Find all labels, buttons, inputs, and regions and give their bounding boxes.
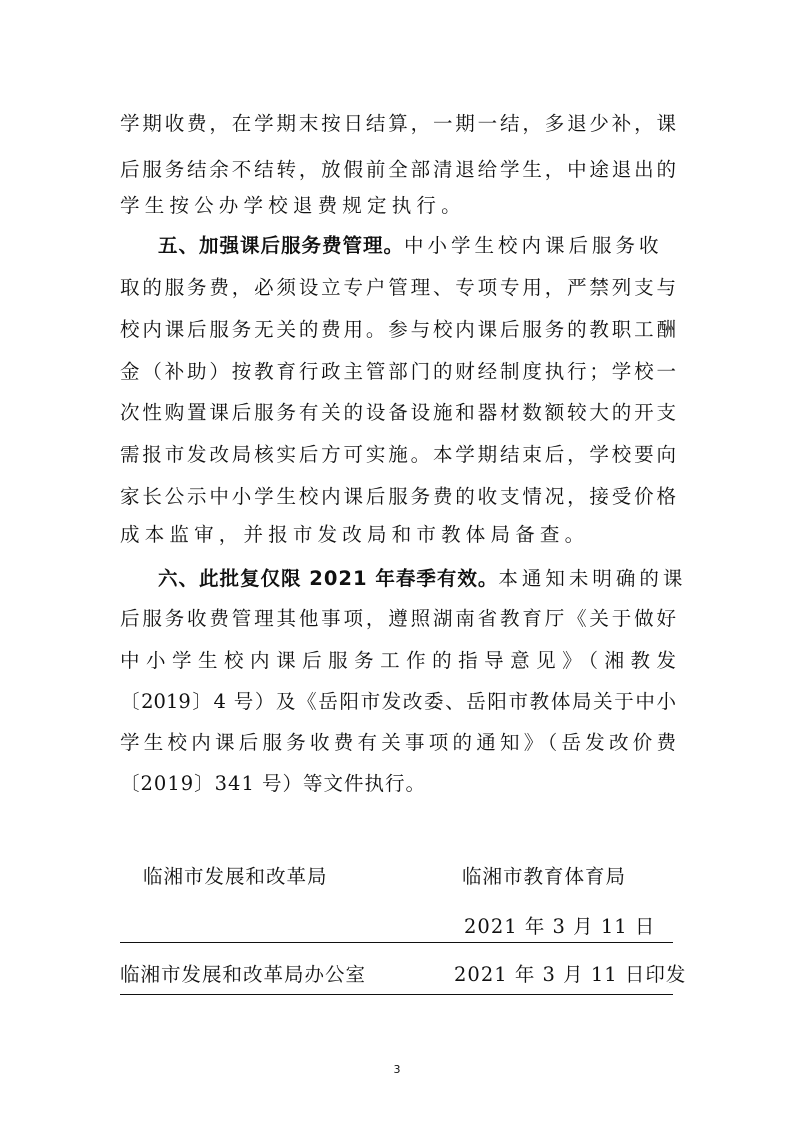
footer-issuer: 临湘市发展和改革局办公室 <box>120 963 367 986</box>
body-line: 学期收费，在学期末按日结算，一期一结，多退少补，课 <box>120 112 676 135</box>
body-line: 成本监审，并报市发改局和市教体局备查。 <box>120 523 590 546</box>
body-line: 需报市发改局核实后方可实施。本学期结束后，学校要向 <box>120 443 676 466</box>
signature-left: 临湘市发展和改革局 <box>143 865 328 888</box>
signature-date: 2021 年 3 月 11 日 <box>464 915 656 938</box>
body-line: 学生按公办学校退费规定执行。 <box>120 194 466 217</box>
body-line: 次性购置课后服务有关的设备设施和器材数额较大的开支 <box>120 401 676 424</box>
body-line: 〔2019〕4 号）及《岳阳市发改委、岳阳市教体局关于中小 <box>120 690 676 713</box>
body-line: 金（补助）按教育行政主管部门的财经制度执行；学校一 <box>120 360 676 383</box>
section-6-heading: 六、此批复仅限 2021 年春季有效。 <box>158 567 499 590</box>
section-5-heading: 五、加强课后服务费管理。 <box>158 234 405 257</box>
body-line: 〔2019〕341 号）等文件执行。 <box>120 772 427 795</box>
body-line: 学生校内课后服务收费有关事项的通知》（岳发改价费 <box>120 731 676 754</box>
body-line: 取的服务费，必须设立专户管理、专项专用，严禁列支与 <box>120 276 676 299</box>
footer-bottom-rule <box>120 994 673 995</box>
body-line: 校内课后服务无关的费用。参与校内课后服务的教职工酬 <box>120 318 676 341</box>
section-5-first-text: 中小学生校内课后服务收 <box>404 234 663 257</box>
body-line: 家长公示中小学生校内课后服务费的收支情况，接受价格 <box>120 485 676 508</box>
signature-right: 临湘市教育体育局 <box>462 865 627 888</box>
section-6-first-line <box>158 566 687 592</box>
page-number: 3 <box>393 1063 401 1076</box>
footer-issue-date: 2021 年 3 月 11 日印发 <box>454 963 687 986</box>
footer-top-rule <box>120 942 673 943</box>
section-6-first-text: 本通知未明确的课 <box>498 567 687 590</box>
section-5-first-line <box>158 233 676 259</box>
body-line: 后服务结余不结转，放假前全部清退给学生，中途退出的 <box>120 158 676 181</box>
body-line: 中小学生校内课后服务工作的指导意见》（湘教发 <box>120 649 676 672</box>
body-line: 后服务收费管理其他事项，遵照湖南省教育厅《关于做好 <box>120 607 676 630</box>
